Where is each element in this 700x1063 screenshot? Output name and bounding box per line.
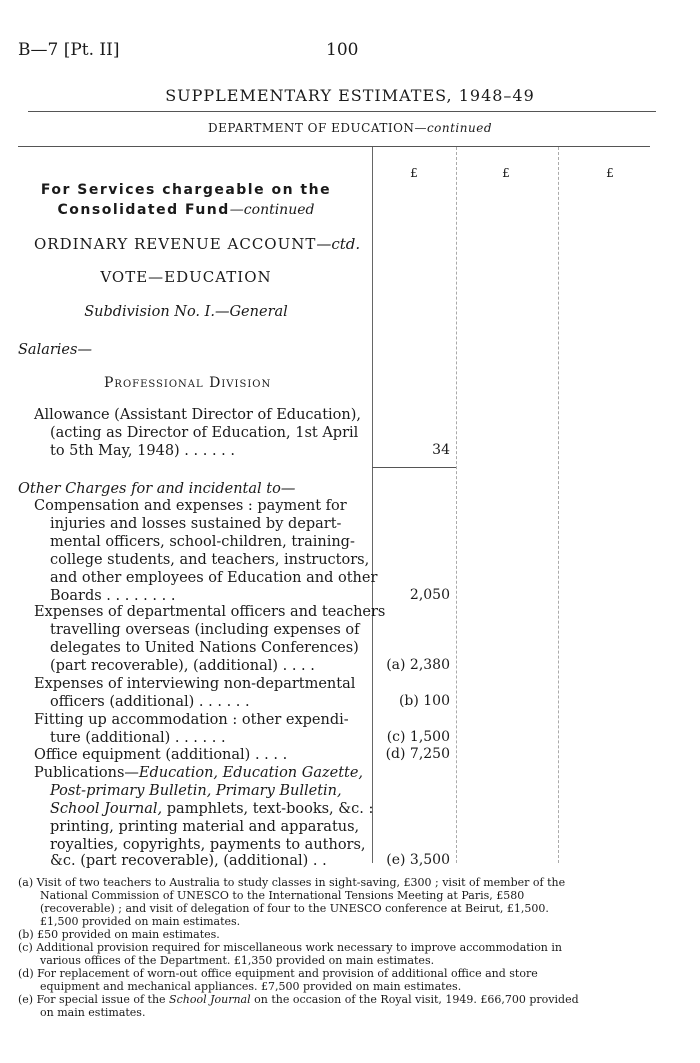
footnote-c-line-1: (c) Additional provision required for miscellaneous work necessary to improve accommodation in	[18, 941, 562, 954]
fitting-line-2: ture (additional) . . . . . .	[50, 730, 226, 746]
footnote-d-line-1: (d) For replacement of worn-out office equipment and provision of additional office and store	[18, 967, 538, 980]
footnote-b: (b) £50 provided on main estimates.	[18, 928, 220, 941]
footnote-e-line-1: (e) For special issue of the School Journal on the occasion of the Royal visit, 1949. £66,700 provided	[18, 993, 579, 1006]
publications-line-3: School Journal, pamphlets, text-books, &c. :	[50, 801, 374, 817]
publications-line-2: Post-primary Bulletin, Primary Bulletin,	[50, 783, 342, 799]
column-divider-2	[456, 147, 457, 863]
footnote-e-line-2: on main estimates.	[40, 1006, 146, 1019]
column-divider-3	[558, 147, 559, 863]
footnote-d-line-2: equipment and mechanical appliances. £7,500 provided on main estimates.	[40, 980, 462, 993]
allowance-amount: 34	[432, 442, 450, 458]
vote-heading: VOTE—EDUCATION	[100, 268, 272, 286]
salaries-heading: Salaries—	[18, 342, 92, 358]
compensation-line-2: injuries and losses sustained by depart-	[50, 516, 342, 532]
compensation-line-3: mental officers, school-children, training-	[50, 534, 355, 550]
subtotal-rule	[372, 467, 456, 468]
services-heading-line2: Consolidated Fund—continued	[57, 202, 315, 218]
compensation-amount: 2,050	[409, 587, 450, 603]
publications-line-4: printing, printing material and apparatus,	[50, 819, 360, 835]
fitting-line-1: Fitting up accommodation : other expendi-	[34, 712, 349, 728]
compensation-line-4: college students, and teachers, instructors,	[50, 552, 370, 568]
page-number: 100	[326, 40, 359, 60]
other-charges-heading: Other Charges for and incidental to—	[18, 481, 296, 497]
publications-line-1: Publications—Education, Education Gazette,	[34, 765, 364, 781]
department-heading: DEPARTMENT OF EDUCATION—continued	[207, 121, 493, 135]
interviewing-amount: (b) 100	[398, 693, 450, 709]
column-divider-1	[372, 147, 373, 863]
compensation-line-5: and other employees of Education and other	[50, 570, 378, 586]
title-rule	[28, 111, 656, 112]
overseas-line-1: Expenses of departmental officers and teachers	[34, 604, 386, 620]
division-heading: Professional Division	[104, 375, 272, 391]
interviewing-line-2: officers (additional) . . . . . .	[50, 694, 250, 710]
publications-line-6: &c. (part recoverable), (additional) . .	[50, 853, 327, 869]
subdivision-heading: Subdivision No. I.—General	[84, 304, 288, 320]
overseas-line-4: (part recoverable), (additional) . . . .	[50, 658, 315, 674]
fitting-amount: (c) 1,500	[386, 729, 450, 745]
footnote-a-line-2: National Commission of UNESCO to the International Tensions Meeting at Paris, £580	[40, 889, 525, 902]
column-header-pounds-1: £	[410, 166, 418, 180]
document-reference: B—7 [Pt. II]	[18, 40, 120, 60]
compensation-line-6: Boards . . . . . . . .	[50, 588, 176, 604]
footnote-a-line-1: (a) Visit of two teachers to Australia to study classes in sight-saving, £300 ; visit of member of the	[18, 876, 566, 889]
overseas-amount: (a) 2,380	[386, 657, 450, 673]
interviewing-line-1: Expenses of interviewing non-departmental	[34, 676, 356, 692]
compensation-line-1: Compensation and expenses : payment for	[34, 498, 347, 514]
allowance-line-2: (acting as Director of Education, 1st April	[50, 425, 359, 441]
office-equipment-amount: (d) 7,250	[385, 746, 450, 762]
column-header-pounds-3: £	[606, 166, 614, 180]
table-top-rule	[18, 146, 650, 147]
publications-line-5: royalties, copyrights, payments to authors,	[50, 837, 366, 853]
footnote-c-line-2: various offices of the Department. £1,350 provided on main estimates.	[40, 954, 435, 967]
publications-amount: (e) 3,500	[386, 852, 450, 868]
office-equipment-line: Office equipment (additional) . . . .	[34, 747, 288, 763]
footnote-a-line-4: £1,500 provided on main estimates.	[40, 915, 241, 928]
account-heading: ORDINARY REVENUE ACCOUNT—ctd.	[34, 235, 361, 253]
column-header-pounds-2: £	[502, 166, 510, 180]
allowance-line-3: to 5th May, 1948) . . . . . .	[50, 443, 236, 459]
overseas-line-2: travelling overseas (including expenses of	[50, 622, 360, 638]
allowance-line-1: Allowance (Assistant Director of Education),	[34, 407, 361, 423]
footnote-a-line-3: (recoverable) ; and visit of delegation of four to the UNESCO conference at Beirut, £1,500.	[40, 902, 549, 915]
page-title: SUPPLEMENTARY ESTIMATES, 1948–49	[165, 86, 535, 105]
services-heading-line1: For Services chargeable on the	[40, 182, 332, 198]
overseas-line-3: delegates to United Nations Conferences)	[50, 640, 359, 656]
